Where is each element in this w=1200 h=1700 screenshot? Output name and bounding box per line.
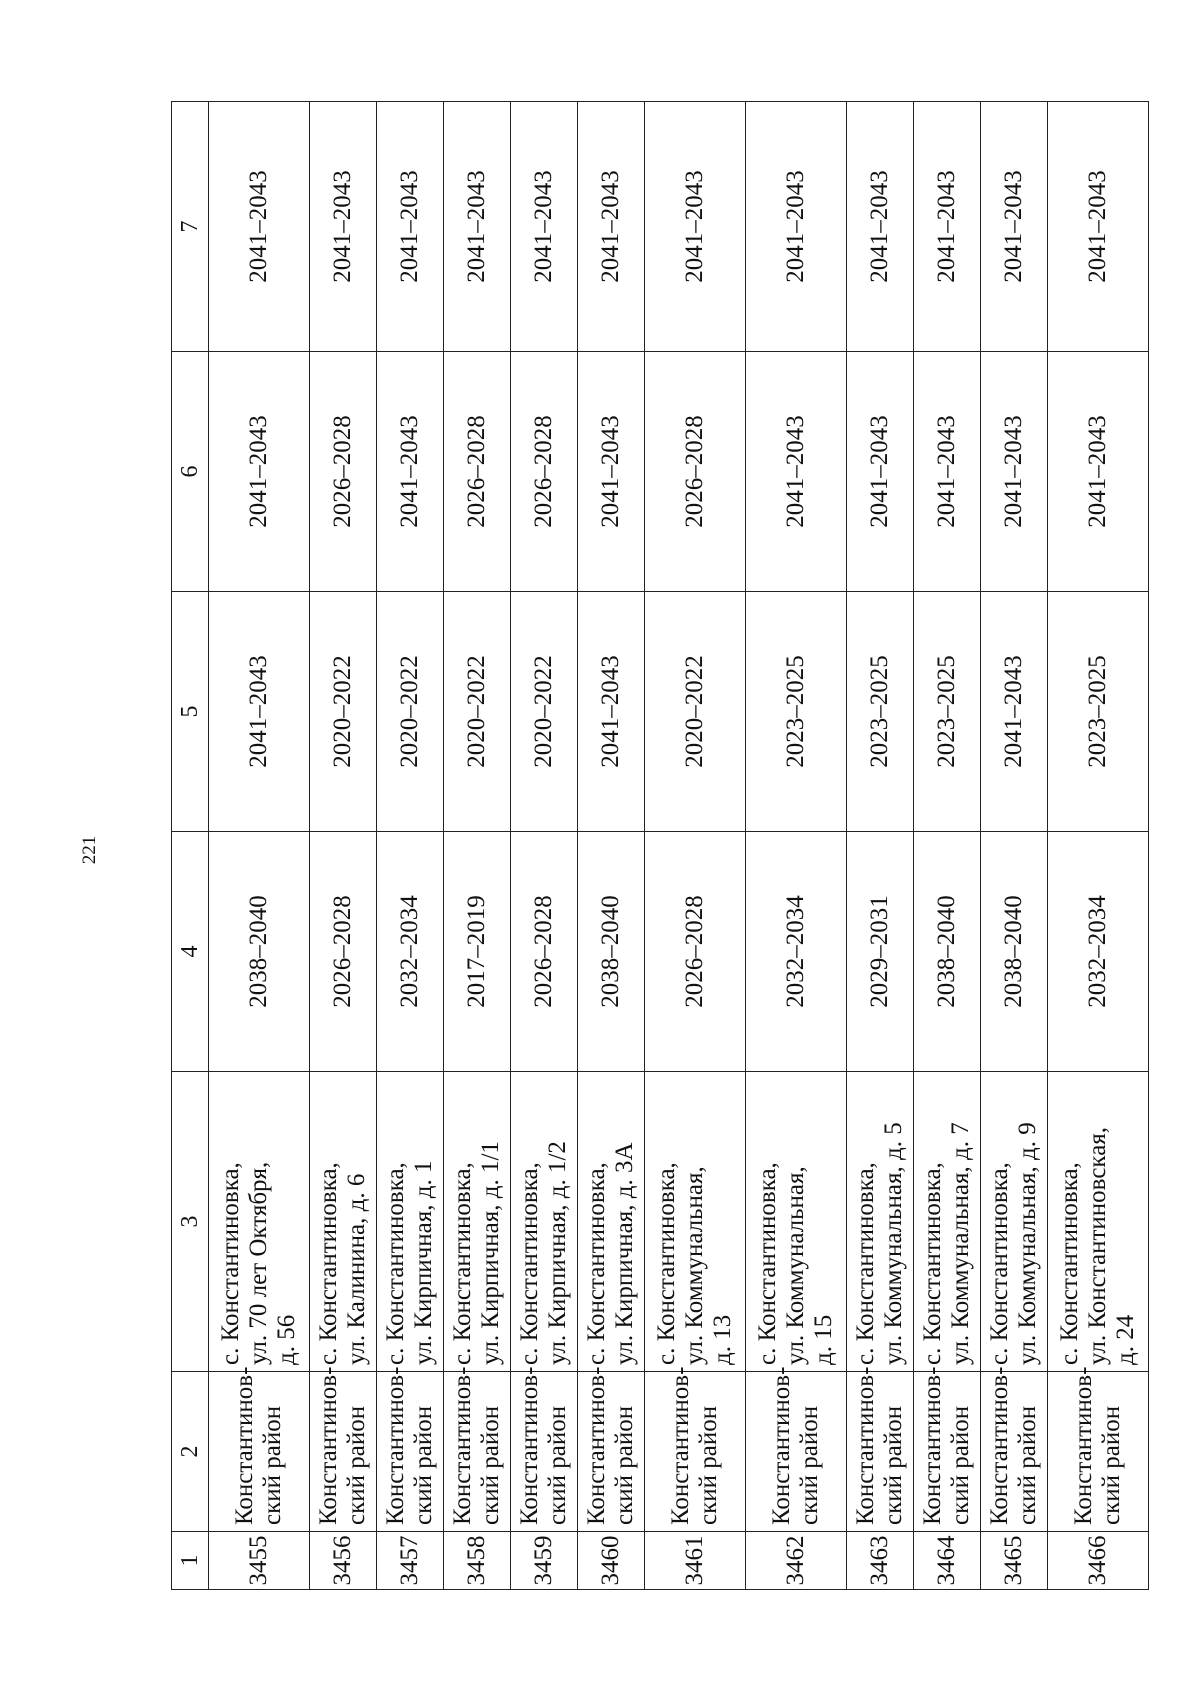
cell-col-6: 2041–2043 — [914, 352, 981, 592]
cell-district: Константинов- ский район — [746, 1372, 847, 1532]
cell-col-4: 2038–2040 — [981, 832, 1048, 1072]
cell-col-5: 2020–2022 — [377, 592, 444, 832]
cell-col-7: 2041–2043 — [1048, 102, 1149, 352]
cell-district: Константинов- ский район — [209, 1372, 310, 1532]
table-row — [1048, 102, 1149, 1590]
cell-col-7: 2041–2043 — [310, 102, 377, 352]
cell-col-5: 2023–2025 — [914, 592, 981, 832]
cell-number: 3465 — [981, 1532, 1048, 1590]
cell-col-7: 2041–2043 — [578, 102, 645, 352]
cell-col-6: 2041–2043 — [981, 352, 1048, 592]
cell-district: Константинов- ский район — [1048, 1372, 1149, 1532]
cell-col-4: 2032–2034 — [377, 832, 444, 1072]
cell-col-7: 2041–2043 — [847, 102, 914, 352]
cell-address: с. Константиновка, ул. Кирпичная, д. 3А — [578, 1072, 645, 1372]
cell-col-6: 2041–2043 — [746, 352, 847, 592]
table-row — [377, 102, 444, 1590]
cell-number: 3462 — [746, 1532, 847, 1590]
cell-address: с. Константиновка, ул. Кирпичная, д. 1/2 — [511, 1072, 578, 1372]
cell-address: с. Константиновка, ул. Коммунальная, д. 15 — [746, 1072, 847, 1372]
header-col-4: 4 — [172, 832, 209, 1072]
cell-col-6: 2026–2028 — [444, 352, 511, 592]
cell-number: 3463 — [847, 1532, 914, 1590]
header-col-1: 1 — [172, 1532, 209, 1590]
cell-col-6: 2026–2028 — [511, 352, 578, 592]
cell-district: Константинов- ский район — [914, 1372, 981, 1532]
table-row — [511, 102, 578, 1590]
cell-col-4: 2032–2034 — [1048, 832, 1149, 1072]
cell-col-4: 2026–2028 — [310, 832, 377, 1072]
cell-number: 3460 — [578, 1532, 645, 1590]
cell-col-5: 2041–2043 — [981, 592, 1048, 832]
cell-col-5: 2023–2025 — [847, 592, 914, 832]
header-col-5: 5 — [172, 592, 209, 832]
table-row — [746, 102, 847, 1590]
cell-col-4: 2032–2034 — [746, 832, 847, 1072]
cell-district: Константинов- ский район — [377, 1372, 444, 1532]
cell-number: 3456 — [310, 1532, 377, 1590]
cell-address: с. Константиновка, ул. Коммунальная, д. 9 — [981, 1072, 1048, 1372]
cell-col-4: 2038–2040 — [914, 832, 981, 1072]
cell-number: 3461 — [645, 1532, 746, 1590]
cell-address: с. Константиновка, ул. Кирпичная, д. 1 — [377, 1072, 444, 1372]
cell-col-5: 2020–2022 — [444, 592, 511, 832]
cell-number: 3459 — [511, 1532, 578, 1590]
cell-number: 3458 — [444, 1532, 511, 1590]
cell-address: с. Константиновка, ул. Кирпичная, д. 1/1 — [444, 1072, 511, 1372]
cell-col-7: 2041–2043 — [209, 102, 310, 352]
cell-district: Константинов- ский район — [981, 1372, 1048, 1532]
cell-col-5: 2020–2022 — [511, 592, 578, 832]
cell-col-4: 2026–2028 — [511, 832, 578, 1072]
cell-district: Константинов- ский район — [444, 1372, 511, 1532]
header-col-2: 2 — [172, 1372, 209, 1532]
cell-district: Константинов- ский район — [310, 1372, 377, 1532]
cell-col-5: 2023–2025 — [1048, 592, 1149, 832]
cell-col-6: 2026–2028 — [310, 352, 377, 592]
cell-col-6: 2041–2043 — [377, 352, 444, 592]
table-body — [209, 102, 1149, 1590]
cell-district: Константинов- ский район — [578, 1372, 645, 1532]
cell-address: с. Константиновка, ул. Коммунальная, д. 5 — [847, 1072, 914, 1372]
page-number: 221 — [79, 835, 100, 865]
cell-address: с. Константиновка, ул. 70 лет Октября, д. 56 — [209, 1072, 310, 1372]
table-row — [444, 102, 511, 1590]
cell-col-6: 2041–2043 — [578, 352, 645, 592]
cell-col-7: 2041–2043 — [444, 102, 511, 352]
cell-col-5: 2041–2043 — [578, 592, 645, 832]
cell-col-7: 2041–2043 — [914, 102, 981, 352]
cell-district: Константинов- ский район — [847, 1372, 914, 1532]
cell-district: Константинов- ский район — [511, 1372, 578, 1532]
rotated-table-container — [171, 102, 1181, 1590]
table-row — [847, 102, 914, 1590]
cell-col-7: 2041–2043 — [511, 102, 578, 352]
cell-col-4: 2038–2040 — [209, 832, 310, 1072]
cell-col-5: 2041–2043 — [209, 592, 310, 832]
cell-address: с. Константиновка, ул. Константиновская, д. 24 — [1048, 1072, 1149, 1372]
table-row — [310, 102, 377, 1590]
cell-col-5: 2020–2022 — [310, 592, 377, 832]
cell-col-4: 2038–2040 — [578, 832, 645, 1072]
cell-col-4: 2017–2019 — [444, 832, 511, 1072]
header-row — [172, 102, 209, 1590]
header-col-7: 7 — [172, 102, 209, 352]
cell-address: с. Константиновка, ул. Коммунальная, д. 13 — [645, 1072, 746, 1372]
cell-number: 3457 — [377, 1532, 444, 1590]
cell-col-5: 2023–2025 — [746, 592, 847, 832]
cell-col-7: 2041–2043 — [981, 102, 1048, 352]
cell-district: Константинов- ский район — [645, 1372, 746, 1532]
cell-col-6: 2041–2043 — [1048, 352, 1149, 592]
table-row — [981, 102, 1048, 1590]
header-col-6: 6 — [172, 352, 209, 592]
table-row — [914, 102, 981, 1590]
cell-number: 3455 — [209, 1532, 310, 1590]
cell-col-7: 2041–2043 — [377, 102, 444, 352]
table-row — [578, 102, 645, 1590]
cell-number: 3464 — [914, 1532, 981, 1590]
cell-col-6: 2041–2043 — [847, 352, 914, 592]
table-row — [209, 102, 310, 1590]
table-row — [645, 102, 746, 1590]
cell-address: с. Константиновка, ул. Коммунальная, д. 7 — [914, 1072, 981, 1372]
cell-col-6: 2026–2028 — [645, 352, 746, 592]
cell-col-6: 2041–2043 — [209, 352, 310, 592]
cell-col-5: 2020–2022 — [645, 592, 746, 832]
housing-repair-table — [171, 101, 1149, 1590]
cell-address: с. Константиновка, ул. Калинина, д. 6 — [310, 1072, 377, 1372]
cell-col-4: 2029–2031 — [847, 832, 914, 1072]
cell-col-7: 2041–2043 — [645, 102, 746, 352]
cell-number: 3466 — [1048, 1532, 1149, 1590]
cell-col-4: 2026–2028 — [645, 832, 746, 1072]
cell-col-7: 2041–2043 — [746, 102, 847, 352]
header-col-3: 3 — [172, 1072, 209, 1372]
